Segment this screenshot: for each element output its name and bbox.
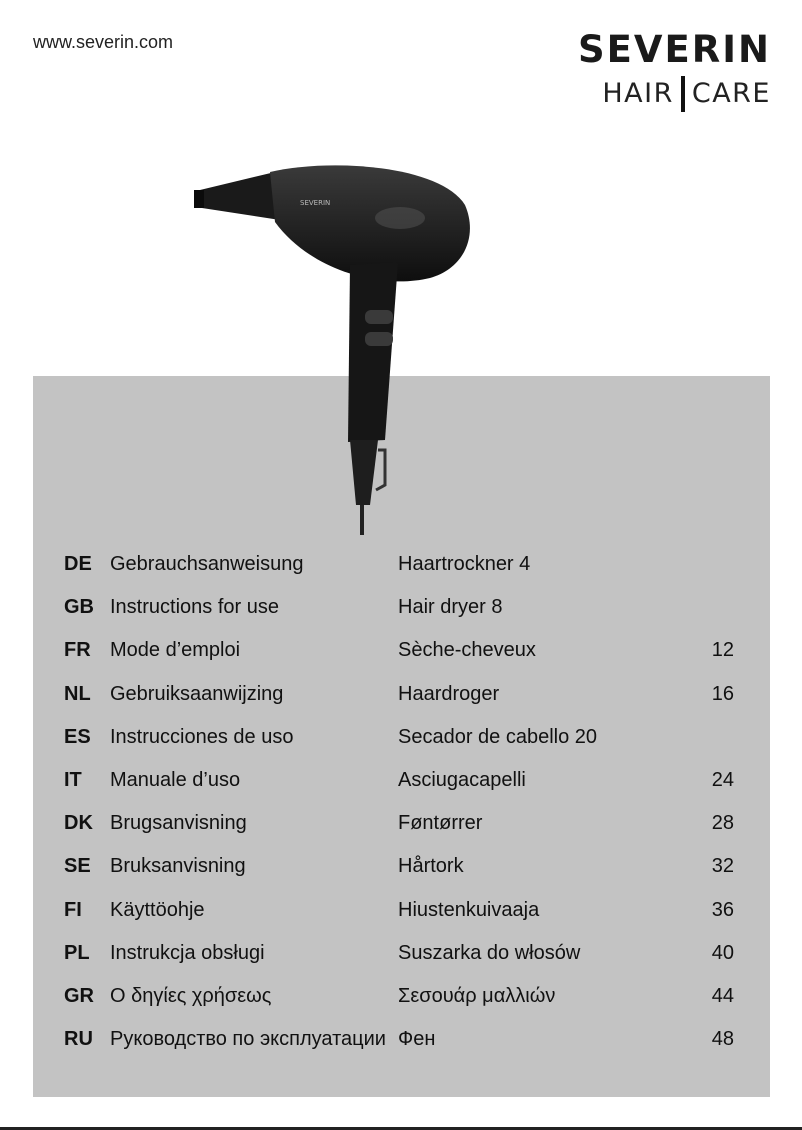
manual-title: Ο δηγίες χρήσεως: [110, 985, 272, 1007]
language-row: [0, 553, 802, 596]
page-number: 32: [711, 855, 734, 878]
brand-sub-right: CARE: [691, 78, 771, 109]
dryer-handle: [348, 262, 398, 442]
dryer-switch-icon: [365, 310, 393, 324]
product-title: Haartrockner 4: [398, 553, 531, 575]
product-title: Фен: [398, 1028, 436, 1051]
cord-guard: [350, 440, 378, 505]
brand-divider: [681, 76, 685, 112]
page-number: 36: [711, 898, 734, 921]
language-row: [0, 1028, 802, 1071]
product-title: Σεσουάρ μαλλιών: [398, 985, 556, 1007]
brand-name: SEVERIN: [577, 28, 771, 71]
language-row: [0, 596, 802, 639]
page-number: 16: [711, 682, 734, 705]
manual-title: Gebruiksaanwijzing: [110, 682, 284, 705]
page-number: 48: [711, 1028, 734, 1051]
manual-title: Käyttöohje: [110, 898, 205, 921]
dryer-nozzle: [200, 172, 280, 220]
product-title: Asciugacapelli: [398, 769, 526, 791]
product-title: Sèche-cheveux: [398, 639, 536, 662]
manual-title: Brugsanvisning: [110, 812, 247, 835]
page-number: 40: [711, 941, 734, 964]
manual-title: Instrukcja obsługi: [110, 941, 265, 964]
dryer-brand-label: SEVERIN: [300, 199, 331, 207]
language-code: RU: [64, 1028, 93, 1051]
manual-title: Instructions for use: [110, 596, 279, 619]
manual-title: Instrucciones de uso: [110, 725, 294, 748]
language-row: [0, 855, 802, 898]
language-row: [0, 639, 802, 682]
language-code: NL: [64, 682, 91, 705]
page-number: 28: [711, 812, 734, 835]
manual-title: Руководство по эксплуатации: [110, 1028, 386, 1051]
language-code: DK: [64, 812, 93, 835]
language-row: [0, 769, 802, 812]
language-row: [0, 985, 802, 1028]
product-title: Hårtork: [398, 855, 464, 878]
language-row: [0, 812, 802, 855]
language-code: FI: [64, 898, 82, 921]
language-code: FR: [64, 639, 91, 662]
product-title: Hair dryer 8: [398, 596, 503, 619]
product-title: Føntørrer: [398, 812, 483, 835]
manual-title: Mode d’emploi: [110, 639, 241, 662]
page-number: 44: [711, 985, 734, 1007]
manual-title: Manuale d’uso: [110, 769, 241, 791]
language-code: GR: [64, 985, 94, 1007]
language-code: IT: [64, 769, 82, 791]
brand-sub-left: HAIR: [602, 78, 674, 109]
language-row: [0, 942, 802, 985]
product-title: Hiustenkuivaaja: [398, 898, 540, 921]
language-row: [0, 726, 802, 769]
language-code: ES: [64, 725, 91, 748]
product-title: Haardroger: [398, 682, 500, 705]
language-row: [0, 683, 802, 726]
brand-subtitle: [578, 76, 771, 112]
product-title: Secador de cabello 20: [398, 725, 598, 748]
language-code: DE: [64, 553, 92, 575]
page-number: 12: [711, 639, 734, 662]
page-number: 24: [711, 769, 734, 791]
language-code: SE: [64, 855, 91, 878]
manual-title: Gebrauchsanweisung: [110, 553, 304, 575]
dryer-switch-icon: [365, 332, 393, 346]
language-row: [0, 899, 802, 942]
manual-title: Bruksanvisning: [110, 855, 246, 878]
language-code: PL: [64, 941, 90, 964]
brand-logo: [578, 30, 771, 112]
language-code: GB: [64, 596, 94, 619]
hair-dryer-illustration: [180, 150, 500, 540]
website-url[interactable]: www.severin.com: [33, 32, 174, 52]
product-title: Suszarka do włosów: [398, 941, 581, 964]
